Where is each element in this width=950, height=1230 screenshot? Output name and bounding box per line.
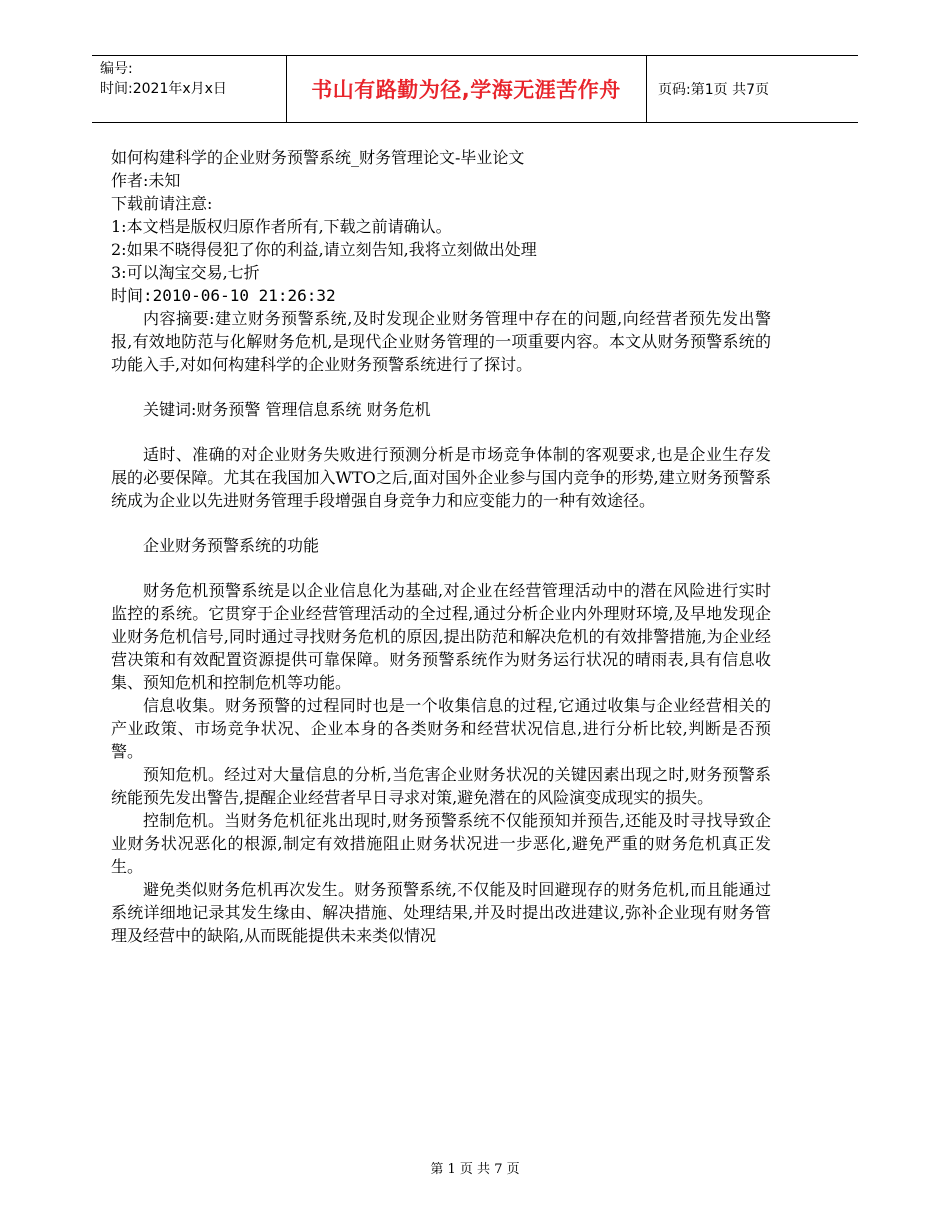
header-meta xyxy=(100,59,290,99)
body-paragraph-4: 控制危机。当财务危机征兆出现时,财务预警系统不仅能预知并预告,还能及时寻找导致企业财务状况恶化的根源,制定有效措施阻止财务状况进一步恶化,避免严重的财务危机真正发生。 xyxy=(111,811,771,876)
intro-paragraph: 适时、准确的对企业财务失败进行预测分析是市场竞争体制的客观要求,也是企业生存发展的必要保障。尤其在我国加入WTO之后,面对国外企业参与国内竞争的形势,建立财务预警系统成为企业以先进财务管理手段增强自身竞争力和应变能力的一种有效途径。 xyxy=(111,445,771,510)
header-divider-right xyxy=(646,56,647,122)
header-page-number: 页码:第1页 共7页 xyxy=(658,82,769,98)
page-header xyxy=(92,55,858,123)
notice-item-1: 1:本文档是版权归原作者所有,下载之前请确认。 xyxy=(111,217,452,236)
document-time-label: 时间:2021年x月x日 xyxy=(100,81,227,97)
notice-item-2: 2:如果不晓得侵犯了你的利益,请立刻告知,我将立刻做出处理 xyxy=(111,240,537,259)
article-body xyxy=(111,146,771,947)
page-footer: 第 1 页 共 7 页 xyxy=(430,1162,520,1177)
body-paragraph-1: 财务危机预警系统是以企业信息化为基础,对企业在经营管理活动中的潜在风险进行实时监控的系统。它贯穿于企业经营管理活动的全过程,通过分析企业内外理财环境,及早地发现企业财务危机信号,同时通过寻找财务危机的原因,提出防范和解决危机的有效排警措施,为企业经营决策和有效配置资源提供可靠保障。财务预警系统作为财务运行状况的晴雨表,具有信息收集、预知危机和控制危机等功能。 xyxy=(111,581,771,692)
section-heading: 企业财务预警系统的功能 xyxy=(143,536,320,555)
document-number-label: 编号: xyxy=(100,61,133,77)
notice-heading: 下载前请注意: xyxy=(111,194,213,213)
body-paragraph-2: 信息收集。财务预警的过程同时也是一个收集信息的过程,它通过收集与企业经营相关的产业政策、市场竞争状况、企业本身的各类财务和经营状况信息,进行分析比较,判断是否预警。 xyxy=(111,696,771,761)
body-paragraph-5: 避免类似财务危机再次发生。财务预警系统,不仅能及时回避现存的财务危机,而且能通过系统详细地记录其发生缘由、解决措施、处理结果,并及时提出改进建议,弥补企业现有财务管理及经营中的缺陷,从而既能提供未来类似情况 xyxy=(111,880,771,945)
article-title: 如何构建科学的企业财务预警系统_财务管理论文-毕业论文 xyxy=(111,148,525,167)
article-author: 作者:未知 xyxy=(111,171,181,190)
notice-item-3: 3:可以淘宝交易,七折 xyxy=(111,263,260,282)
article-time: 时间:2010-06-10 21:26:32 xyxy=(111,286,336,305)
keywords-paragraph: 关键词:财务预警 管理信息系统 财务危机 xyxy=(143,400,431,419)
abstract-paragraph: 内容摘要:建立财务预警系统,及时发现企业财务管理中存在的问题,向经营者预先发出警报,有效地防范与化解财务危机,是现代企业财务管理的一项重要内容。本文从财务预警系统的功能入手,对如何构建科学的企业财务预警系统进行了探讨。 xyxy=(111,309,771,374)
body-paragraph-3: 预知危机。经过对大量信息的分析,当危害企业财务状况的关键因素出现之时,财务预警系统能预先发出警告,提醒企业经营者早日寻求对策,避免潜在的风险演变成现实的损失。 xyxy=(111,765,771,807)
header-motto: 书山有路勤为径,学海无涯苦作舟 xyxy=(311,78,621,102)
